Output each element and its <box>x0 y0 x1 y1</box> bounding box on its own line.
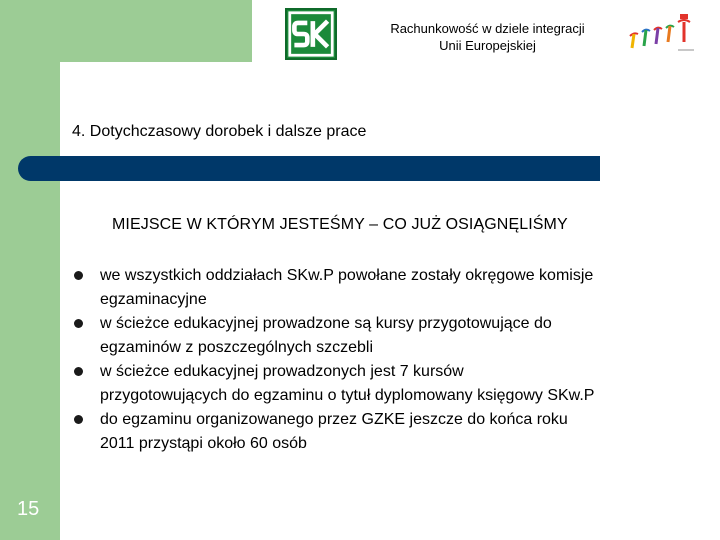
bullet-line: egzaminacyjne <box>100 291 207 308</box>
partner-logo-icon <box>624 12 700 56</box>
left-sidebar-band <box>0 0 60 540</box>
section-title: 4. Dotychczasowy dorobek i dalsze prace <box>72 123 367 140</box>
bullet-dot-icon <box>74 319 83 328</box>
header-title-line-1: Rachunkowość w dziele integracji <box>390 21 585 36</box>
bullet-line: 2011 przystąpi około 60 osób <box>100 435 307 452</box>
bullet-line: w ścieżce edukacyjnej prowadzone są kursy przygotowujące do <box>100 315 552 332</box>
bullet-line: w ścieżce edukacyjnej prowadzonych jest 7 kursów <box>100 363 464 380</box>
header-title-line-2: Unii Europejskiej <box>439 38 536 53</box>
bullet-item <box>72 408 672 456</box>
bullet-item <box>72 360 672 408</box>
bullet-line: do egzaminu organizowanego przez GZKE jeszcze do końca roku <box>100 411 568 428</box>
bullet-dot-icon <box>74 367 83 376</box>
slide-number: 15 <box>17 498 40 520</box>
bullet-line: przygotowujących do egzaminu o tytuł dyplomowany księgowy SKw.P <box>100 387 595 404</box>
slide-heading: MIEJSCE W KTÓRYM JESTEŚMY – CO JUŻ OSIĄGNĘLIŚMY <box>112 216 568 233</box>
bullet-line: egzaminów z poszczególnych szczebli <box>100 339 374 356</box>
top-green-block <box>60 0 252 62</box>
skwp-logo-icon <box>285 8 337 60</box>
bullet-list <box>72 264 672 456</box>
title-underline-bar <box>18 156 600 181</box>
bullet-dot-icon <box>74 271 83 280</box>
presentation-header-title <box>355 20 620 54</box>
bullet-item <box>72 264 672 312</box>
bullet-line: we wszystkich oddziałach SKw.P powołane zostały okręgowe komisje <box>100 267 594 284</box>
bullet-dot-icon <box>74 415 83 424</box>
bullet-item <box>72 312 672 360</box>
